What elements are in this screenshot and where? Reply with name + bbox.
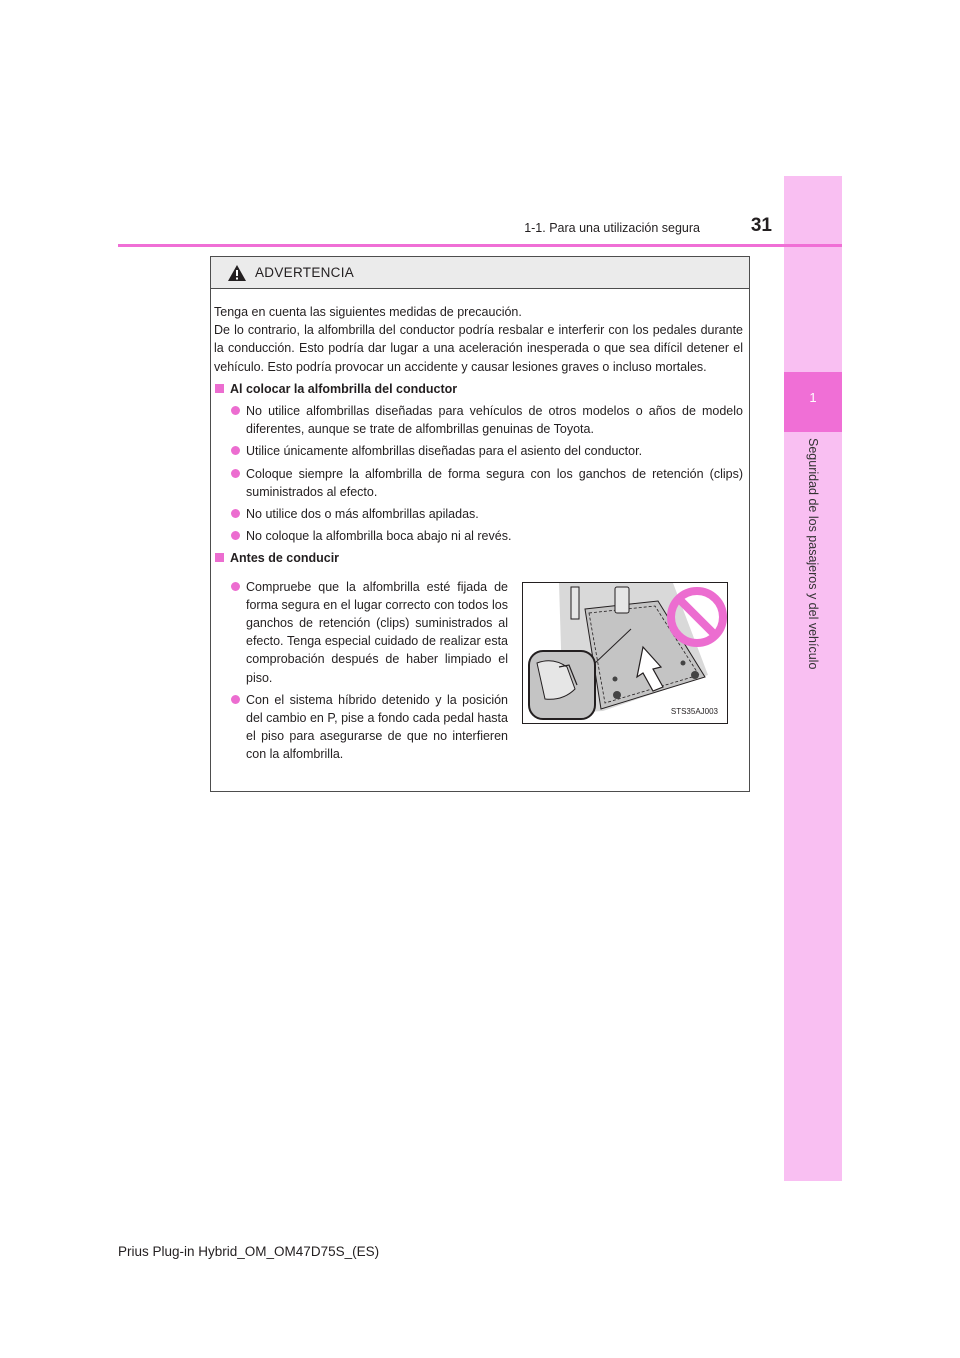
bullet-icon [231, 509, 240, 518]
list-item [231, 465, 743, 501]
list-item-text: No coloque la alfombrilla boca abajo ni al revés. [246, 529, 512, 544]
bullet-icon [231, 406, 240, 415]
list-item [231, 402, 743, 438]
chapter-number: 1 [784, 372, 842, 432]
section-heading-text: Al colocar la alfombrilla del conductor [230, 381, 458, 396]
bullet-icon [231, 695, 240, 704]
list-item-text: Con el sistema híbrido detenido y la posición del cambio en P, pise a fondo cada pedal hasta el piso para asegurarse de que no interfieren con la alfombrilla. [246, 692, 508, 762]
before-driving-list [214, 572, 508, 768]
list-item [231, 527, 743, 545]
list-item-text: Coloque siempre la alfombrilla de forma segura con los ganchos de retención (clips) suministrados al efecto. [246, 466, 743, 499]
list-item-text: No utilice dos o más alfombrillas apiladas. [246, 507, 479, 522]
list-item [231, 691, 508, 764]
section-title: 1-1. Para una utilización segura [524, 221, 700, 235]
section-heading [214, 549, 743, 567]
section-heading-text: Antes de conducir [230, 551, 340, 566]
section-heading [214, 380, 743, 398]
list-item [231, 578, 508, 687]
square-bullet-icon [215, 553, 224, 562]
warning-triangle-icon [227, 264, 247, 282]
list-item [231, 505, 743, 523]
floor-mat-illustration [522, 582, 728, 724]
list-item-text: Compruebe que la alfombrilla esté fijada de forma segura en el lugar correcto con todos los ganchos de retención (clips) suministrados al efecto. Tenga especial cuidado de realizar esta comprobación después de haber limpiado el piso. [246, 579, 508, 685]
warning-box [210, 256, 750, 792]
bullet-icon [231, 469, 240, 478]
bullet-icon [231, 531, 240, 540]
warning-body [211, 289, 749, 768]
square-bullet-icon [215, 384, 224, 393]
list-item-text: Utilice únicamente alfombrillas diseñadas para el asiento del conductor. [246, 444, 643, 459]
chapter-title: Seguridad de los pasajeros y del vehículo [806, 438, 820, 670]
floor-mat-drawing [523, 583, 727, 723]
bullet-icon [231, 446, 240, 455]
list-item-text: No utilice alfombrillas diseñadas para vehículos de otros modelos o años de modelo diferentes, aunque se trate de alfombrillas genuinas de Toyota. [246, 404, 743, 437]
warning-label: ADVERTENCIA [255, 265, 355, 280]
page-number: 31 [750, 215, 772, 236]
figure-code: STS35AJ003 [670, 707, 718, 717]
before-driving-section [214, 572, 743, 768]
chapter-side-tab [784, 176, 842, 1181]
list-item [231, 442, 743, 460]
header-rule [118, 244, 842, 247]
warning-intro: Tenga en cuenta las siguientes medidas de precaución. De lo contrario, la alfombrilla del conductor podría resbalar e interferir con los pedales durante la conducción. Esto podría dar lugar a una aceleración inesperada o que sea difícil detener el vehículo. Esto podría provocar un accidente y causar lesiones graves o incluso mortales. [214, 305, 743, 374]
manual-id-footer: Prius Plug-in Hybrid_OM_OM47D75S_(ES) [118, 1244, 380, 1259]
warning-header [211, 257, 749, 289]
bullet-icon [231, 582, 240, 591]
